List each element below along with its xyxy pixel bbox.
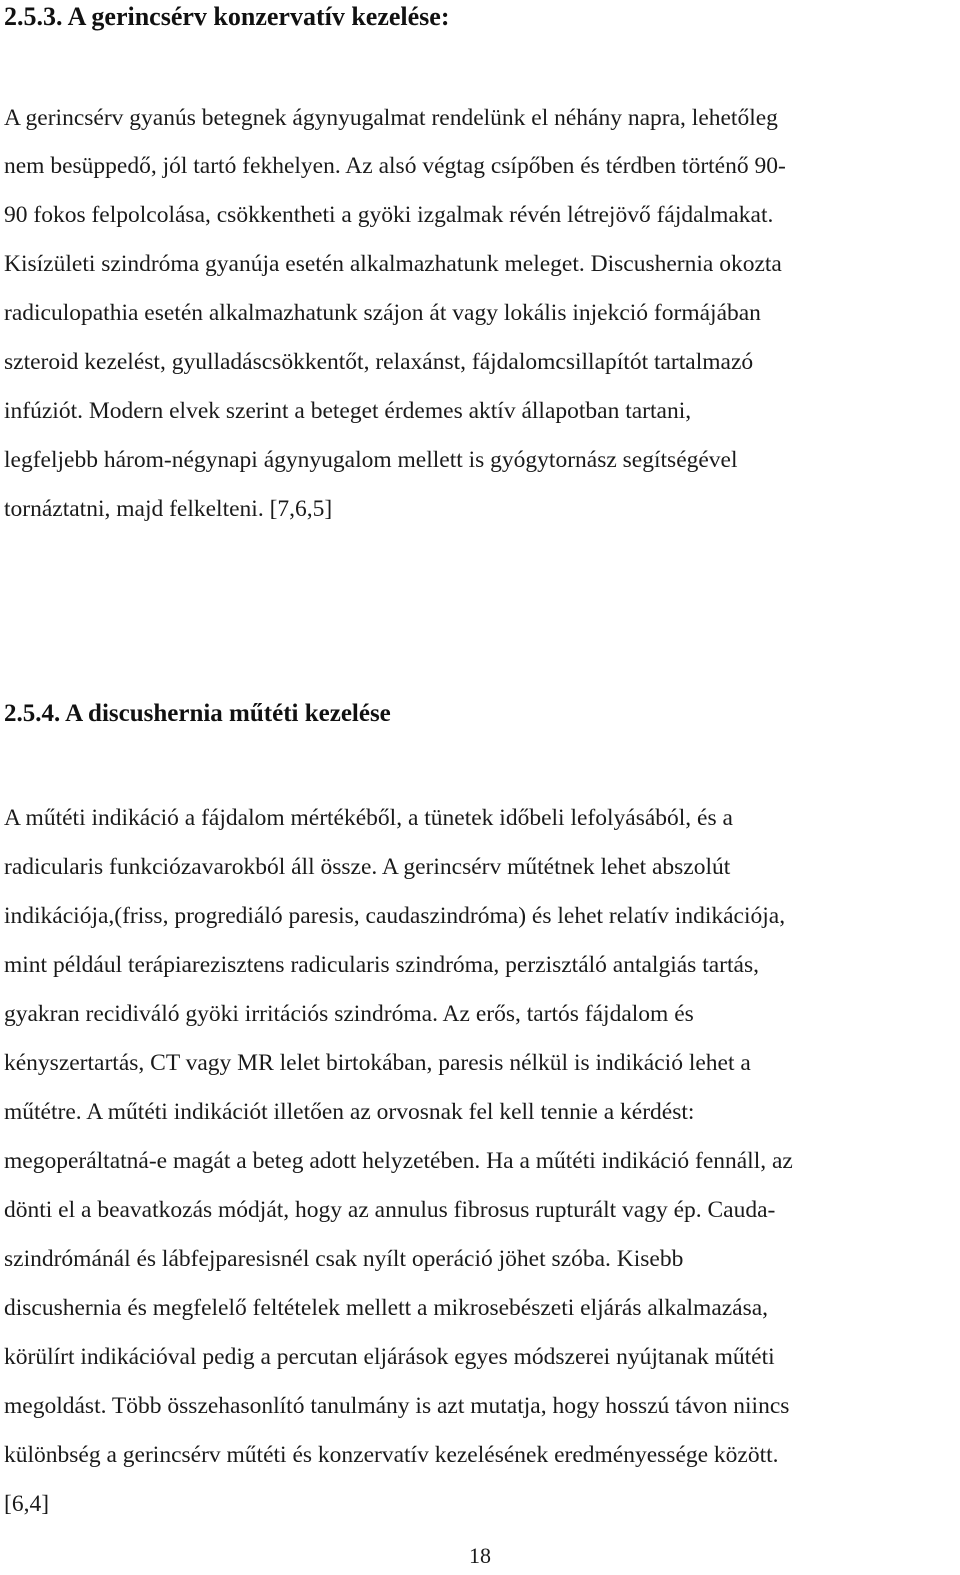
paragraph-line: műtétre. A műtéti indikációt illetően az orvosnak fel kell tennie a kérdést: bbox=[4, 1099, 695, 1125]
paragraph-line: szteroid kezelést, gyulladáscsökkentőt, relaxánst, fájdalomcsillapítót tartalmazó bbox=[4, 349, 754, 375]
paragraph-line: infúziót. Modern elvek szerint a beteget érdemes aktív állapotban tartani, bbox=[4, 398, 692, 424]
paragraph-line: [6,4] bbox=[4, 1491, 50, 1517]
paragraph-line: tornáztatni, majd felkelteni. [7,6,5] bbox=[4, 496, 333, 522]
paragraph-line: A gerincsérv gyanús betegnek ágynyugalmat rendelünk el néhány napra, lehetőleg bbox=[4, 105, 778, 131]
paragraph-line: gyakran recidiváló gyöki irritációs szindróma. Az erős, tartós fájdalom és bbox=[4, 1001, 694, 1027]
paragraph-line: nem besüppedő, jól tartó fekhelyen. Az alsó végtag csípőben és térdben történő 90- bbox=[4, 153, 786, 179]
paragraph-line: mint például terápiarezisztens radicularis szindróma, perzisztáló antalgiás tartás, bbox=[4, 952, 759, 978]
paragraph-line: megoldást. Több összehasonlító tanulmány is azt mutatja, hogy hosszú távon niincs bbox=[4, 1393, 790, 1419]
paragraph-line: kényszertartás, CT vagy MR lelet birtokában, paresis nélkül is indikáció lehet a bbox=[4, 1050, 751, 1076]
page-number: 18 bbox=[469, 1543, 491, 1568]
paragraph-line: radiculopathia esetén alkalmazhatunk szájon át vagy lokális injekció formájában bbox=[4, 300, 761, 326]
paragraph-line: Kisízületi szindróma gyanúja esetén alkalmazhatunk meleget. Discushernia okozta bbox=[4, 251, 782, 277]
paragraph-line: dönti el a beavatkozás módját, hogy az annulus fibrosus rupturált vagy ép. Cauda- bbox=[4, 1197, 776, 1223]
paragraph-line: szindrómánál és lábfejparesisnél csak nyílt operáció jöhet szóba. Kisebb bbox=[4, 1246, 684, 1272]
paragraph-line: discushernia és megfelelő feltételek mellett a mikrosebészeti eljárás alkalmazása, bbox=[4, 1295, 769, 1321]
paragraph-line: indikációja,(friss, progrediáló paresis, caudaszindróma) és lehet relatív indikációja, bbox=[4, 903, 786, 929]
paragraph-line: 90 fokos felpolcolása, csökkentheti a gyöki izgalmak révén létrejövő fájdalmakat. bbox=[4, 202, 774, 228]
paragraph-line: A műtéti indikáció a fájdalom mértékéből, a tünetek időbeli lefolyásából, és a bbox=[4, 805, 733, 831]
paragraph-line: radicularis funkciózavarokból áll össze. A gerincsérv műtétnek lehet abszolút bbox=[4, 854, 731, 880]
section-heading-conservative: 2.5.3. A gerincsérv konzervatív kezelése: bbox=[4, 2, 450, 31]
paragraph-line: megoperáltatná-e magát a beteg adott helyzetében. Ha a műtéti indikáció fennáll, az bbox=[4, 1148, 793, 1174]
paragraph-line: legfeljebb három-négynapi ágynyugalom mellett is gyógytornász segítségével bbox=[4, 447, 738, 473]
paragraph-line: körülírt indikációval pedig a percutan eljárások egyes módszerei nyújtanak műtéti bbox=[4, 1344, 775, 1370]
paragraph-line: különbség a gerincsérv műtéti és konzervatív kezelésének eredményessége között. bbox=[4, 1442, 779, 1468]
section-heading-surgical: 2.5.4. A discushernia műtéti kezelése bbox=[4, 700, 391, 727]
